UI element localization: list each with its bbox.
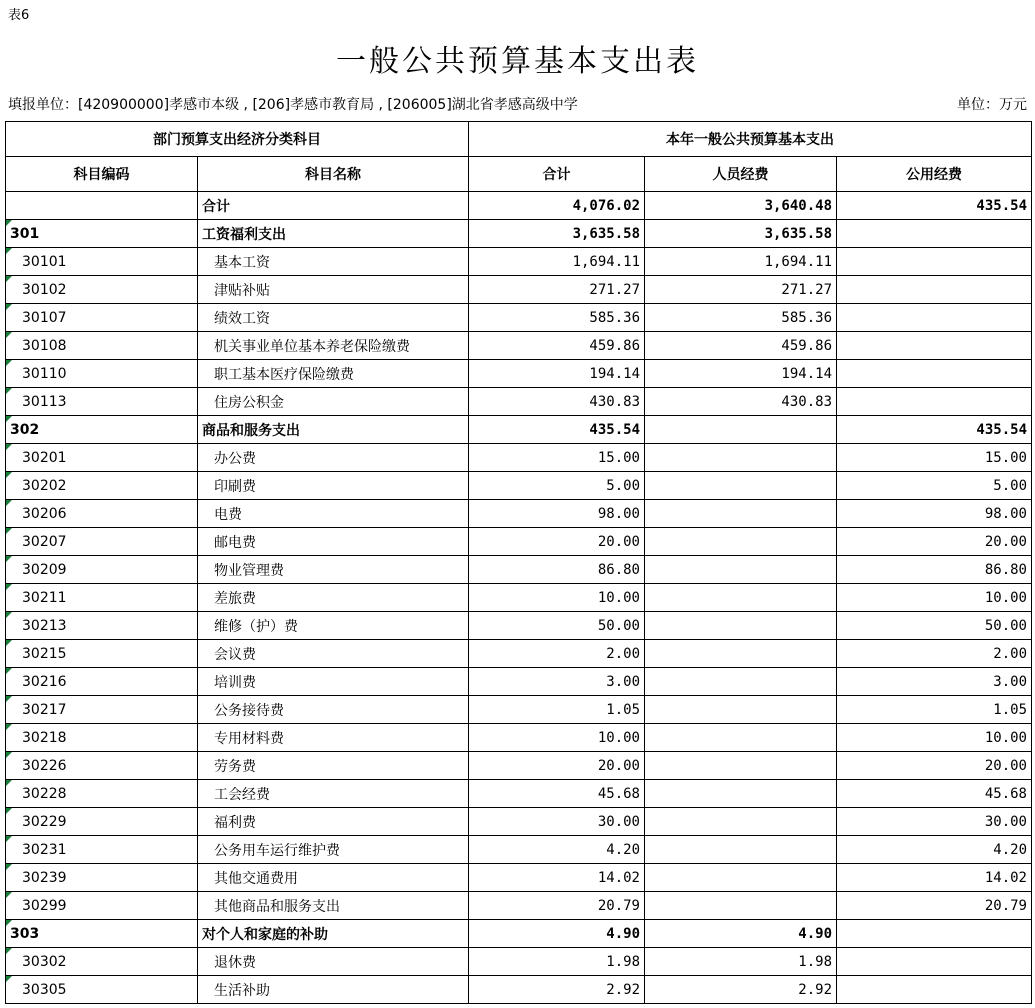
header-name: 科目名称 <box>198 157 469 192</box>
code-text: 30228 <box>22 785 67 802</box>
cell-personnel <box>645 864 837 892</box>
cell-name: 商品和服务支出 <box>198 416 469 444</box>
table-row <box>6 584 1032 612</box>
cell-public: 20.79 <box>837 892 1032 920</box>
cell-code <box>6 976 198 1004</box>
cell-marker-icon <box>6 668 12 674</box>
cell-public: 14.02 <box>837 864 1032 892</box>
code-text: 30201 <box>22 449 67 466</box>
code-text: 30110 <box>22 365 67 382</box>
header-basic-expenditure: 本年一般公共预算基本支出 <box>469 122 1032 157</box>
cell-public: 435.54 <box>837 192 1032 220</box>
code-text: 30113 <box>22 393 67 410</box>
cell-total: 585.36 <box>469 304 645 332</box>
code-text: 30206 <box>22 505 67 522</box>
filling-unit: 填报单位：[420900000]孝感市本级 , [206]孝感市教育局 , [206005]湖北省孝感高级中学 <box>8 97 578 113</box>
cell-code <box>6 388 198 416</box>
cell-public <box>837 948 1032 976</box>
cell-personnel <box>645 696 837 724</box>
cell-personnel <box>645 892 837 920</box>
table-row <box>6 668 1032 696</box>
cell-code <box>6 556 198 584</box>
cell-marker-icon <box>6 724 12 730</box>
cell-public: 3.00 <box>837 668 1032 696</box>
cell-marker-icon <box>6 752 12 758</box>
table-row <box>6 836 1032 864</box>
cell-public <box>837 360 1032 388</box>
code-text: 30207 <box>22 533 67 550</box>
code-text: 30211 <box>22 589 67 606</box>
cell-personnel <box>645 472 837 500</box>
table-row <box>6 220 1032 248</box>
cell-code <box>6 220 198 248</box>
header-code: 科目编码 <box>6 157 198 192</box>
cell-total: 3,635.58 <box>469 220 645 248</box>
code-text: 30209 <box>22 561 67 578</box>
code-text: 30231 <box>22 841 67 858</box>
cell-total: 86.80 <box>469 556 645 584</box>
cell-code <box>6 948 198 976</box>
cell-code <box>6 724 198 752</box>
cell-total: 5.00 <box>469 472 645 500</box>
cell-total: 15.00 <box>469 444 645 472</box>
table-row <box>6 500 1032 528</box>
cell-name: 公务用车运行维护费 <box>198 836 469 864</box>
cell-personnel: 585.36 <box>645 304 837 332</box>
cell-public: 98.00 <box>837 500 1032 528</box>
cell-code <box>6 808 198 836</box>
cell-name: 培训费 <box>198 668 469 696</box>
cell-name: 物业管理费 <box>198 556 469 584</box>
cell-code <box>6 612 198 640</box>
cell-code <box>6 360 198 388</box>
cell-personnel: 271.27 <box>645 276 837 304</box>
table-row <box>6 528 1032 556</box>
table-row <box>6 472 1032 500</box>
cell-name: 生活补助 <box>198 976 469 1004</box>
cell-total: 45.68 <box>469 780 645 808</box>
cell-public <box>837 332 1032 360</box>
budget-table <box>5 121 1032 1004</box>
cell-personnel: 459.86 <box>645 332 837 360</box>
cell-name: 职工基本医疗保险缴费 <box>198 360 469 388</box>
cell-code <box>6 584 198 612</box>
cell-public: 10.00 <box>837 724 1032 752</box>
table-row <box>6 556 1032 584</box>
table-body <box>6 192 1032 1004</box>
cell-total: 10.00 <box>469 584 645 612</box>
cell-code <box>6 332 198 360</box>
cell-public: 20.00 <box>837 752 1032 780</box>
code-text: 30107 <box>22 309 67 326</box>
cell-name: 津贴补贴 <box>198 276 469 304</box>
code-text: 30217 <box>22 701 67 718</box>
table-row <box>6 332 1032 360</box>
cell-personnel: 1,694.11 <box>645 248 837 276</box>
table-row <box>6 920 1032 948</box>
cell-personnel: 3,640.48 <box>645 192 837 220</box>
cell-name: 办公费 <box>198 444 469 472</box>
code-text: 30101 <box>22 253 67 270</box>
cell-marker-icon <box>6 780 12 786</box>
code-text: 30108 <box>22 337 67 354</box>
table-row <box>6 192 1032 220</box>
cell-personnel <box>645 808 837 836</box>
cell-marker-icon <box>6 640 12 646</box>
header-economic-classification: 部门预算支出经济分类科目 <box>6 122 469 157</box>
code-text: 30218 <box>22 729 67 746</box>
cell-personnel <box>645 668 837 696</box>
cell-code <box>6 836 198 864</box>
cell-marker-icon <box>6 696 12 702</box>
code-text: 30305 <box>22 981 67 998</box>
cell-code <box>6 500 198 528</box>
cell-total: 10.00 <box>469 724 645 752</box>
table-row <box>6 416 1032 444</box>
cell-name: 退休费 <box>198 948 469 976</box>
cell-total: 20.00 <box>469 528 645 556</box>
cell-name: 其他商品和服务支出 <box>198 892 469 920</box>
cell-personnel: 430.83 <box>645 388 837 416</box>
cell-code <box>6 668 198 696</box>
cell-marker-icon <box>6 892 12 898</box>
cell-marker-icon <box>6 948 12 954</box>
cell-total: 1,694.11 <box>469 248 645 276</box>
cell-public: 15.00 <box>837 444 1032 472</box>
cell-public <box>837 920 1032 948</box>
cell-marker-icon <box>6 500 12 506</box>
cell-total: 98.00 <box>469 500 645 528</box>
cell-total: 20.00 <box>469 752 645 780</box>
cell-name: 工资福利支出 <box>198 220 469 248</box>
cell-public <box>837 388 1032 416</box>
cell-total: 194.14 <box>469 360 645 388</box>
table-row <box>6 696 1032 724</box>
cell-name: 机关事业单位基本养老保险缴费 <box>198 332 469 360</box>
code-text: 30302 <box>22 953 67 970</box>
table-row <box>6 948 1032 976</box>
cell-personnel <box>645 416 837 444</box>
cell-marker-icon <box>6 556 12 562</box>
cell-public <box>837 976 1032 1004</box>
cell-total: 4.20 <box>469 836 645 864</box>
cell-name: 专用材料费 <box>198 724 469 752</box>
cell-personnel <box>645 836 837 864</box>
cell-code <box>6 304 198 332</box>
code-text: 30215 <box>22 645 67 662</box>
cell-personnel <box>645 612 837 640</box>
cell-personnel: 2.92 <box>645 976 837 1004</box>
cell-personnel <box>645 528 837 556</box>
cell-name: 工会经费 <box>198 780 469 808</box>
table-row <box>6 892 1032 920</box>
code-text: 30102 <box>22 281 67 298</box>
cell-marker-icon <box>6 584 12 590</box>
code-text: 303 <box>10 925 40 942</box>
code-text: 301 <box>10 225 40 242</box>
table-row <box>6 808 1032 836</box>
cell-name: 基本工资 <box>198 248 469 276</box>
cell-public: 5.00 <box>837 472 1032 500</box>
cell-name: 其他交通费用 <box>198 864 469 892</box>
cell-total: 430.83 <box>469 388 645 416</box>
page-title: 一般公共预算基本支出表 <box>336 44 699 79</box>
cell-total: 30.00 <box>469 808 645 836</box>
cell-public: 50.00 <box>837 612 1032 640</box>
table-row <box>6 444 1032 472</box>
cell-personnel: 4.90 <box>645 920 837 948</box>
cell-marker-icon <box>6 304 12 310</box>
cell-code <box>6 752 198 780</box>
cell-public: 4.20 <box>837 836 1032 864</box>
cell-code <box>6 444 198 472</box>
cell-public: 1.05 <box>837 696 1032 724</box>
cell-marker-icon <box>6 612 12 618</box>
cell-personnel <box>645 500 837 528</box>
cell-public <box>837 276 1032 304</box>
cell-code <box>6 696 198 724</box>
cell-public: 435.54 <box>837 416 1032 444</box>
cell-personnel <box>645 584 837 612</box>
cell-name: 绩效工资 <box>198 304 469 332</box>
cell-name: 福利费 <box>198 808 469 836</box>
cell-marker-icon <box>6 388 12 394</box>
cell-name: 维修（护）费 <box>198 612 469 640</box>
cell-code <box>6 864 198 892</box>
cell-code <box>6 276 198 304</box>
table-row <box>6 976 1032 1004</box>
cell-total: 3.00 <box>469 668 645 696</box>
cell-code <box>6 248 198 276</box>
currency-unit: 单位：万元 <box>957 97 1027 113</box>
code-text: 30299 <box>22 897 67 914</box>
cell-name: 印刷费 <box>198 472 469 500</box>
code-text: 30229 <box>22 813 67 830</box>
cell-marker-icon <box>6 444 12 450</box>
header-public: 公用经费 <box>837 157 1032 192</box>
cell-public: 2.00 <box>837 640 1032 668</box>
cell-marker-icon <box>6 836 12 842</box>
code-text: 30239 <box>22 869 67 886</box>
cell-name: 电费 <box>198 500 469 528</box>
code-text: 30213 <box>22 617 67 634</box>
table-row <box>6 388 1032 416</box>
cell-public: 10.00 <box>837 584 1032 612</box>
table-row <box>6 864 1032 892</box>
cell-total: 50.00 <box>469 612 645 640</box>
cell-total: 4,076.02 <box>469 192 645 220</box>
cell-public <box>837 220 1032 248</box>
header-group-row <box>6 122 1032 157</box>
cell-total: 4.90 <box>469 920 645 948</box>
cell-personnel <box>645 780 837 808</box>
header-total: 合计 <box>469 157 645 192</box>
cell-public: 30.00 <box>837 808 1032 836</box>
code-text: 30226 <box>22 757 67 774</box>
cell-name: 差旅费 <box>198 584 469 612</box>
table-row <box>6 724 1032 752</box>
table-row <box>6 304 1032 332</box>
cell-name: 邮电费 <box>198 528 469 556</box>
cell-personnel <box>645 724 837 752</box>
cell-personnel <box>645 444 837 472</box>
cell-total: 20.79 <box>469 892 645 920</box>
cell-personnel <box>645 556 837 584</box>
table-tag: 表6 <box>8 8 30 23</box>
table-row <box>6 640 1032 668</box>
cell-total: 435.54 <box>469 416 645 444</box>
cell-total: 2.00 <box>469 640 645 668</box>
table-row <box>6 752 1032 780</box>
cell-personnel <box>645 640 837 668</box>
cell-marker-icon <box>6 864 12 870</box>
cell-marker-icon <box>6 976 12 982</box>
header-column-row <box>6 157 1032 192</box>
cell-code <box>6 472 198 500</box>
cell-total: 2.92 <box>469 976 645 1004</box>
cell-personnel <box>645 752 837 780</box>
cell-personnel: 3,635.58 <box>645 220 837 248</box>
cell-total: 1.05 <box>469 696 645 724</box>
cell-personnel: 1.98 <box>645 948 837 976</box>
cell-marker-icon <box>6 276 12 282</box>
cell-name: 住房公积金 <box>198 388 469 416</box>
cell-code <box>6 416 198 444</box>
cell-name: 合计 <box>198 192 469 220</box>
cell-code <box>6 528 198 556</box>
cell-marker-icon <box>6 808 12 814</box>
cell-name: 公务接待费 <box>198 696 469 724</box>
cell-code <box>6 920 198 948</box>
cell-marker-icon <box>6 920 12 926</box>
cell-name: 对个人和家庭的补助 <box>198 920 469 948</box>
cell-code <box>6 892 198 920</box>
cell-marker-icon <box>6 332 12 338</box>
cell-public: 45.68 <box>837 780 1032 808</box>
code-text: 302 <box>10 421 40 438</box>
cell-public: 86.80 <box>837 556 1032 584</box>
cell-public <box>837 248 1032 276</box>
cell-marker-icon <box>6 472 12 478</box>
table-row <box>6 360 1032 388</box>
code-text: 30202 <box>22 477 67 494</box>
cell-total: 14.02 <box>469 864 645 892</box>
cell-public: 20.00 <box>837 528 1032 556</box>
cell-code <box>6 780 198 808</box>
cell-marker-icon <box>6 248 12 254</box>
table-row <box>6 248 1032 276</box>
cell-public <box>837 304 1032 332</box>
cell-total: 271.27 <box>469 276 645 304</box>
cell-name: 会议费 <box>198 640 469 668</box>
cell-marker-icon <box>6 220 12 226</box>
cell-marker-icon <box>6 416 12 422</box>
cell-code <box>6 640 198 668</box>
header-personnel: 人员经费 <box>645 157 837 192</box>
cell-marker-icon <box>6 528 12 534</box>
cell-name: 劳务费 <box>198 752 469 780</box>
cell-code <box>6 192 198 220</box>
cell-total: 1.98 <box>469 948 645 976</box>
table-row <box>6 612 1032 640</box>
table-row <box>6 276 1032 304</box>
cell-personnel: 194.14 <box>645 360 837 388</box>
cell-marker-icon <box>6 360 12 366</box>
table-row <box>6 780 1032 808</box>
cell-total: 459.86 <box>469 332 645 360</box>
code-text: 30216 <box>22 673 67 690</box>
